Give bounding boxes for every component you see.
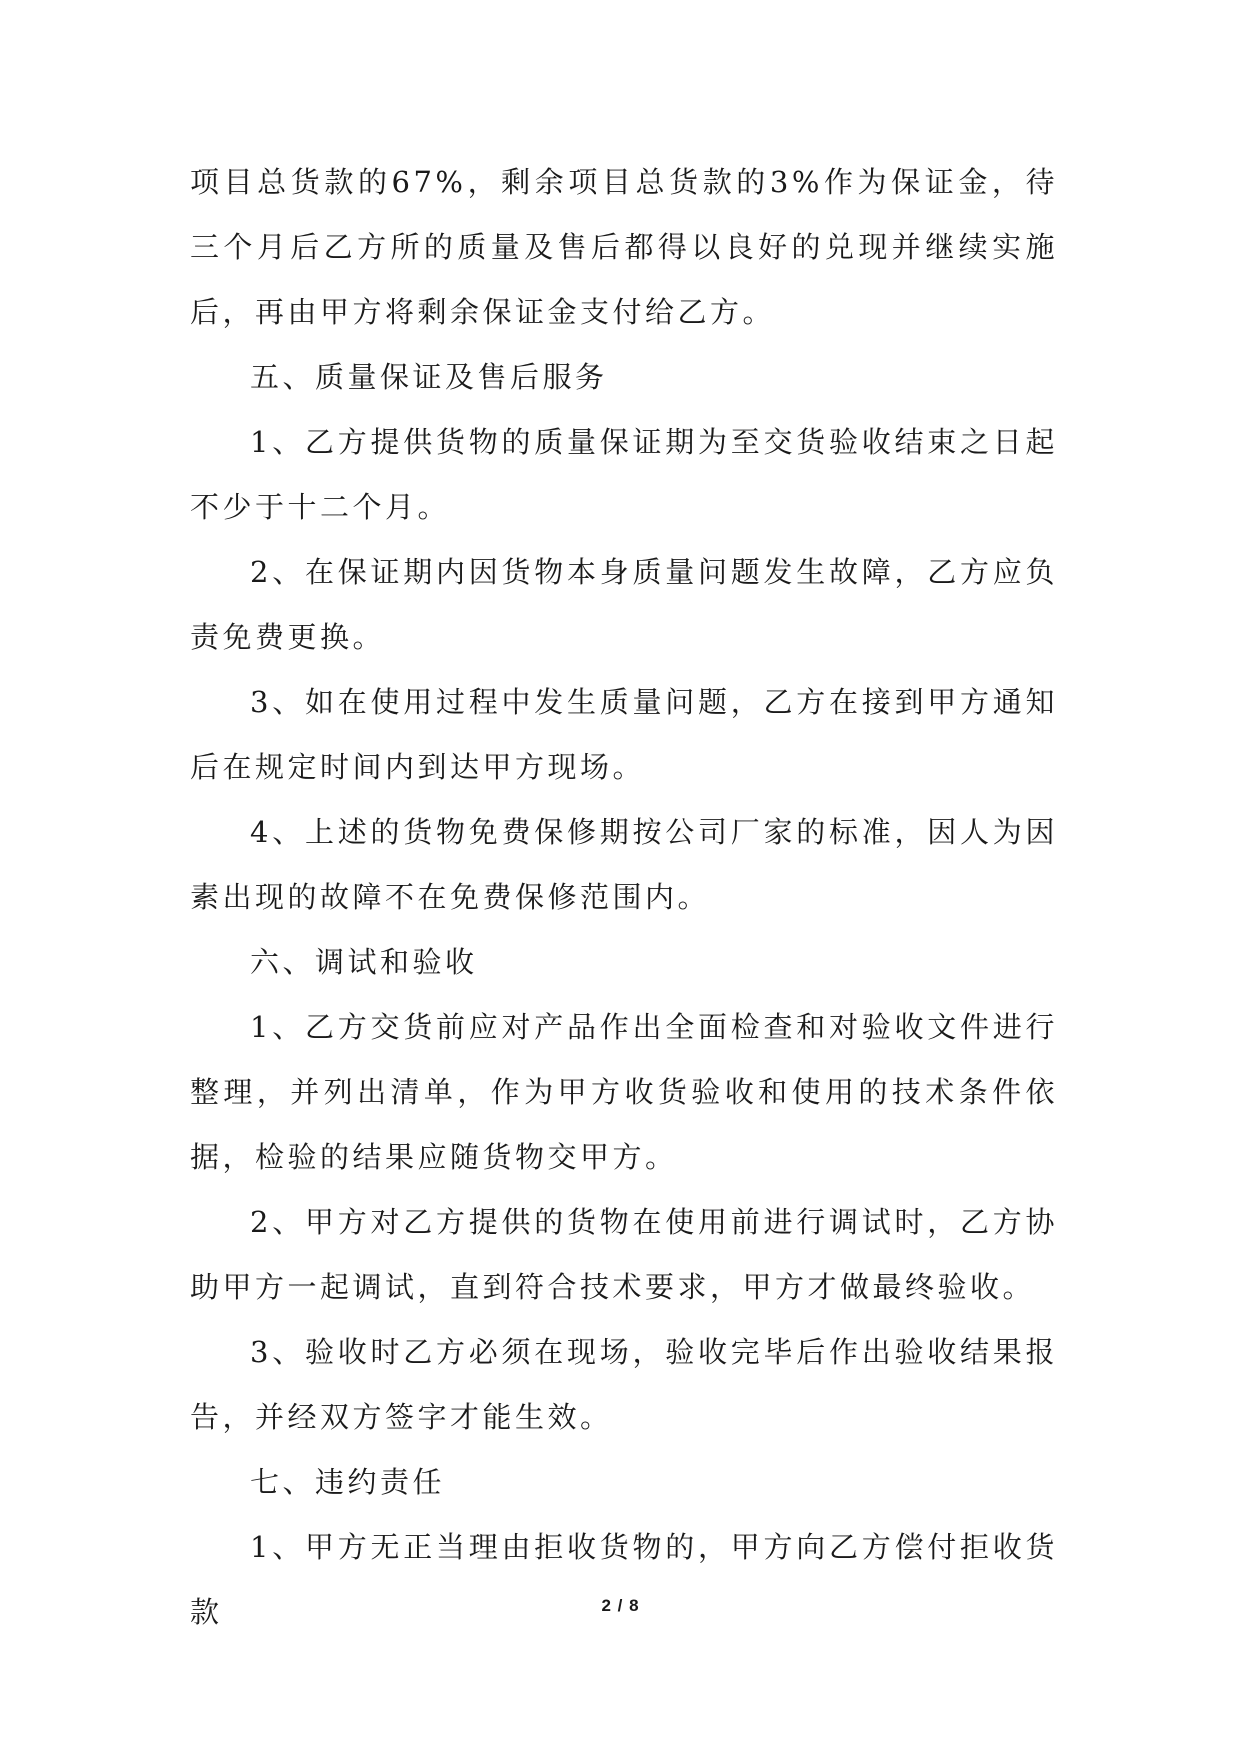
section-heading-liability: 七、违约责任 — [250, 1465, 446, 1499]
page-number: 2 / 8 — [601, 1596, 640, 1615]
clause-quality-3: 3、如在使用过程中发生质量问题，乙方在接到甲方通知后在规定时间内到达甲方现场。 — [190, 685, 1058, 784]
document-body — [190, 150, 1058, 1645]
clause-acceptance-2: 2、甲方对乙方提供的货物在使用前进行调试时，乙方协助甲方一起调试，直到符合技术要求，甲方才做最终验收。 — [190, 1205, 1058, 1304]
section-heading-quality: 五、质量保证及售后服务 — [250, 360, 608, 394]
clause-acceptance-1: 1、乙方交货前应对产品作出全面检查和对验收文件进行整理，并列出清单，作为甲方收货验收和使用的技术条件依据，检验的结果应随货物交甲方。 — [190, 1010, 1058, 1174]
paragraph-payment-continued: 项目总货款的67%，剩余项目总货款的3%作为保证金，待三个月后乙方所的质量及售后都得以良好的兑现并继续实施后，再由甲方将剩余保证金支付给乙方。 — [190, 165, 1058, 329]
clause-quality-1: 1、乙方提供货物的质量保证期为至交货验收结束之日起不少于十二个月。 — [190, 425, 1058, 524]
clause-quality-4: 4、上述的货物免费保修期按公司厂家的标准，因人为因素出现的故障不在免费保修范围内。 — [190, 815, 1058, 914]
clause-acceptance-3: 3、验收时乙方必须在现场，验收完毕后作出验收结果报告，并经双方签字才能生效。 — [190, 1335, 1058, 1434]
clause-liability-1: 1、甲方无正当理由拒收货物的，甲方向乙方偿付拒收货款 — [190, 1530, 1058, 1629]
section-heading-acceptance: 六、调试和验收 — [250, 945, 478, 979]
clause-quality-2: 2、在保证期内因货物本身质量问题发生故障，乙方应负责免费更换。 — [190, 555, 1058, 654]
